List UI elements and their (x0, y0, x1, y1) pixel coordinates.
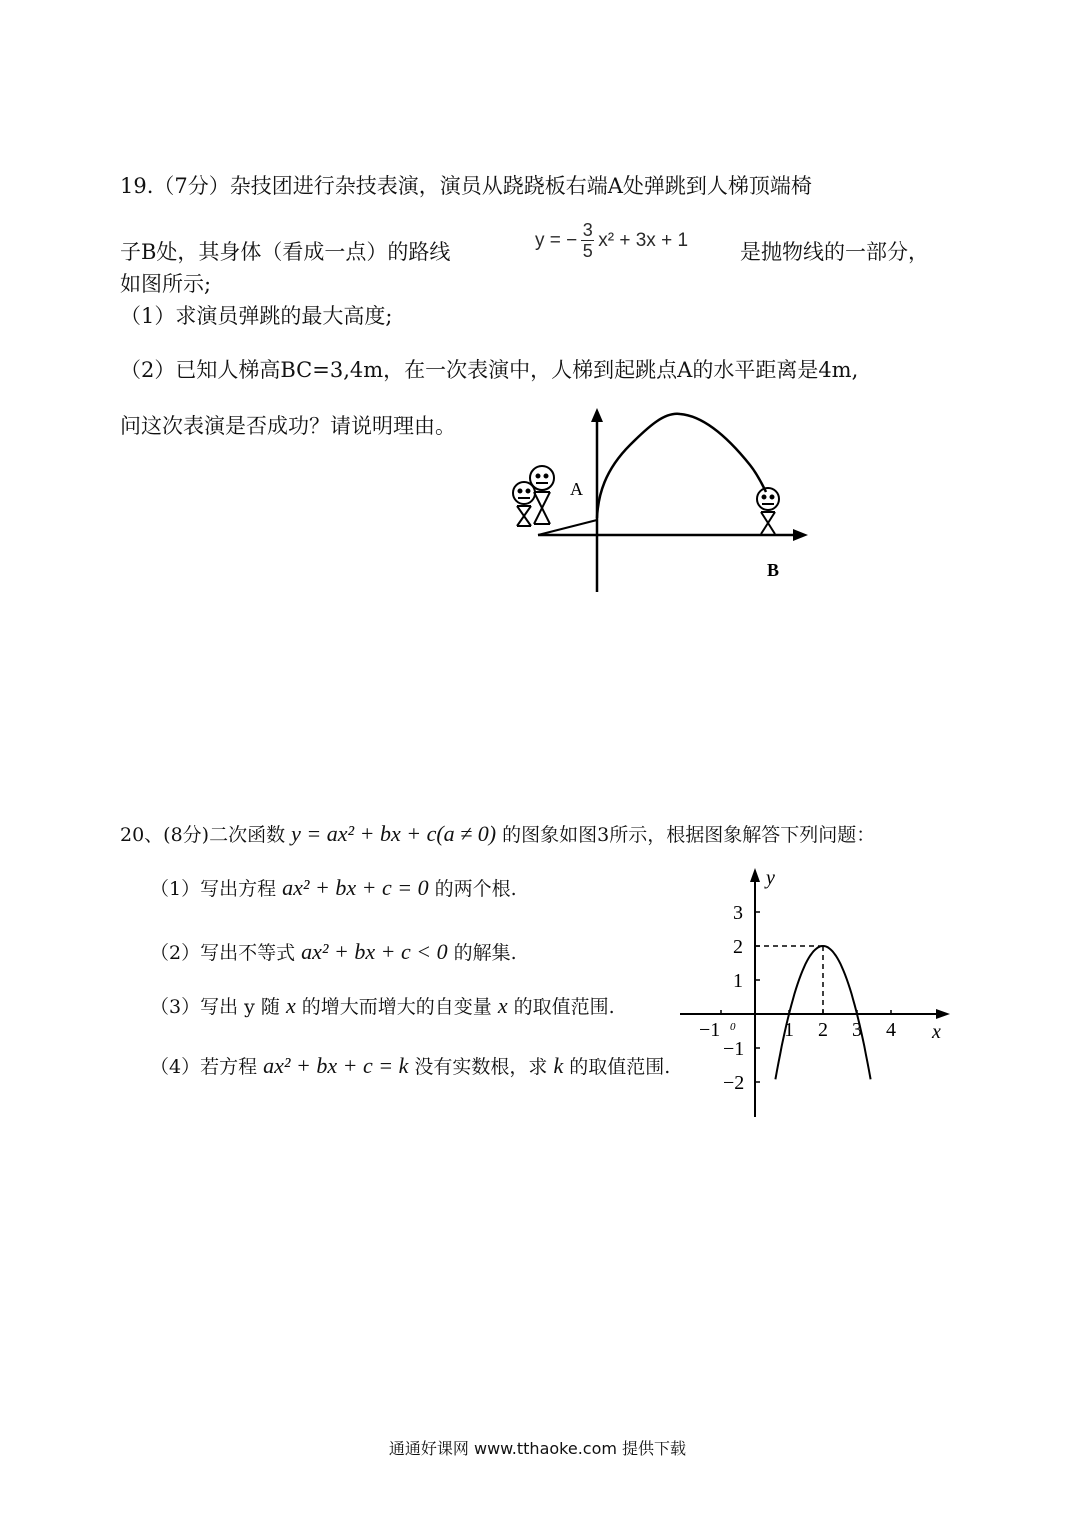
q20-x-tick-label: 1 (784, 1019, 794, 1041)
q20-x-label: x (932, 1021, 941, 1043)
q20-y-tick-label: 3 (733, 902, 743, 924)
q20-part3-prefix: （3）写出 y 随 (150, 996, 280, 1018)
q20-part2-math: ax² + bx + c < 0 (301, 939, 448, 964)
formula-denominator: 5 (582, 241, 593, 261)
q19-line2-before: 子B处，其身体（看成一点）的路线 (120, 240, 451, 264)
q20-part4-suffix2: 的取值范围. (569, 1056, 671, 1078)
q20-part3-math2: x (497, 993, 508, 1018)
q20-x-tick-label: 3 (852, 1019, 862, 1041)
q20-part4-suffix: 没有实数根，求 (414, 1056, 548, 1078)
q19-line1: 19.（7分）杂技团进行杂技表演，演员从跷跷板右端A处弹跳到人梯顶端椅 (120, 174, 812, 198)
performer-left-front (513, 482, 535, 526)
q20-x-tick-label: 2 (818, 1019, 828, 1041)
q19-x-arrow (793, 529, 808, 541)
q20-part3-suffix2: 的取值范围. (513, 996, 615, 1018)
q20-intro (120, 820, 875, 847)
q20-part2-suffix: 的解集. (453, 942, 517, 964)
q20-part4-prefix: （4）若方程 (150, 1056, 258, 1078)
q20-part2 (150, 938, 517, 965)
q20-intro-formula: y = ax² + bx + c(a ≠ 0) (291, 821, 497, 846)
q20-x-tick-label: 4 (886, 1019, 896, 1041)
q20-graph (670, 862, 960, 1127)
q20-y-tick-label: 1 (733, 970, 743, 992)
q19-figure (500, 400, 820, 600)
performer-right (757, 488, 779, 534)
q19-line3: 如图所示; (120, 272, 212, 296)
q20-x-arrow (936, 1009, 950, 1019)
q20-y-label: y (766, 867, 775, 889)
performer-left-back (530, 466, 554, 524)
q20-intro-suffix: 的图象如图3所示，根据图象解答下列问题： (502, 824, 876, 846)
q20-part3-suffix: 的增大而增大的自变量 (301, 996, 492, 1018)
q20-part4-math2: k (553, 1053, 564, 1078)
q20-part1-prefix: （1）写出方程 (150, 878, 277, 900)
q20-y-tick-label: −2 (723, 1072, 745, 1094)
q19-part1: （1）求演员弹跳的最大高度; (120, 304, 393, 328)
q20-origin-label: 0 (730, 1021, 736, 1033)
formula-lhs: y = − (535, 229, 578, 251)
formula-numerator: 3 (582, 220, 593, 240)
q19-y-arrow (591, 408, 603, 422)
label-b: B (767, 560, 780, 580)
q20-y-arrow (750, 868, 760, 882)
label-a: A (570, 479, 583, 499)
q20-part2-prefix: （2）写出不等式 (150, 942, 296, 964)
jump-path (597, 414, 766, 518)
q20-intro-prefix: 20、(8分)二次函数 (120, 824, 286, 846)
formula-rhs: x² + 3x + 1 (598, 229, 689, 251)
q19-part2b: 问这次表演是否成功？请说明理由。 (120, 414, 456, 438)
q20-part3-math: x (285, 993, 296, 1018)
q19-formula (535, 220, 688, 261)
q19-line2-after: 是抛物线的一部分， (740, 240, 929, 264)
q20-part4 (150, 1052, 670, 1079)
q20-part1-suffix: 的两个根. (434, 878, 517, 900)
q20-y-tick-label: −1 (723, 1038, 745, 1060)
q20-part3 (150, 992, 615, 1019)
q20-part1-math: ax² + bx + c = 0 (282, 875, 429, 900)
footer: 通通好课网 www.tthaoke.com 提供下载 (388, 1439, 687, 1458)
formula-fraction (581, 220, 594, 261)
seesaw (538, 520, 597, 535)
q20-y-tick-label: 2 (733, 936, 743, 958)
q20-x-tick-label: −1 (699, 1019, 721, 1041)
q19-part2: （2）已知人梯高BC=3,4m，在一次表演中，人梯到起跳点A的水平距离是4m, (120, 358, 859, 382)
q20-part4-math: ax² + bx + c = k (263, 1053, 409, 1078)
q20-part1 (150, 874, 517, 901)
